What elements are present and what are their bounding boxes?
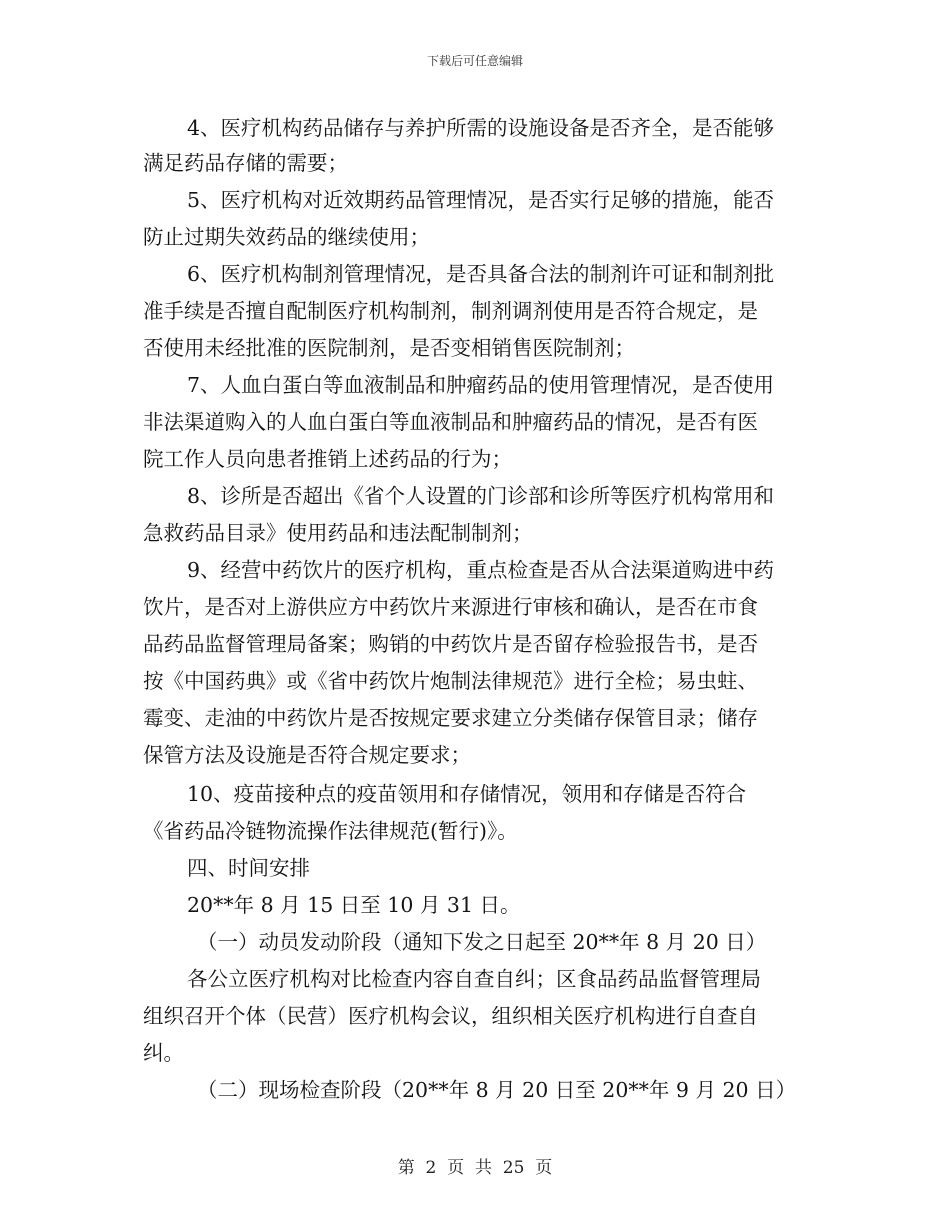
page-number-footer: 第 2 页 共 25 页 bbox=[397, 1158, 553, 1178]
subsection-heading: （一）动员发动阶段（通知下发之日起至 20**年 8 月 20 日） bbox=[197, 930, 767, 954]
subsection-heading: （二）现场检查阶段（20**年 8 月 20 日至 20**年 9 月 20 日） bbox=[197, 1078, 797, 1102]
paragraph-line: 霉变、走油的中药饮片是否按规定要求建立分类储存保管目录；储存 bbox=[143, 706, 758, 730]
paragraph-line: 20**年 8 月 15 日至 10 月 31 日。 bbox=[187, 893, 521, 917]
paragraph-line: 9、经营中药饮片的医疗机构，重点检查是否从合法渠道购进中药 bbox=[187, 558, 775, 582]
header-note: 下载后可任意编辑 bbox=[426, 54, 523, 68]
paragraph-line: 满足药品存储的需要； bbox=[143, 151, 348, 175]
paragraph-line: 急救药品目录》使用药品和违法配制制剂； bbox=[143, 521, 533, 545]
paragraph-line: 品药品监督管理局备案；购销的中药饮片是否留存检验报告书，是否 bbox=[143, 632, 758, 656]
paragraph-line: 5、医疗机构对近效期药品管理情况，是否实行足够的措施，能否 bbox=[187, 188, 775, 212]
paragraph-line: 非法渠道购入的人血白蛋白等血液制品和肿瘤药品的情况，是否有医 bbox=[143, 410, 758, 434]
paragraph-line: 按《中国药典》或《省中药饮片炮制法律规范》进行全检；易虫蛀、 bbox=[143, 669, 758, 693]
paragraph-line: 《省药品冷链物流操作法律规范(暂行)》。 bbox=[143, 819, 518, 843]
paragraph-line: 保管方法及设施是否符合规定要求； bbox=[143, 743, 471, 767]
paragraph-line: 防止过期失效药品的继续使用； bbox=[143, 225, 430, 249]
paragraph-line: 组织召开个体（民营）医疗机构会议，组织相关医疗机构进行自查自 bbox=[143, 1004, 758, 1028]
paragraph-line: 10、疫苗接种点的疫苗领用和存储情况，领用和存储是否符合 bbox=[187, 782, 747, 806]
section-heading: 四、时间安排 bbox=[187, 856, 310, 880]
paragraph-line: 准手续是否擅自配制医疗机构制剂，制剂调剂使用是否符合规定，是 bbox=[143, 299, 758, 323]
paragraph-line: 7、人血白蛋白等血液制品和肿瘤药品的使用管理情况，是否使用 bbox=[187, 373, 775, 397]
paragraph-line: 6、医疗机构制剂管理情况，是否具备合法的制剂许可证和制剂批 bbox=[187, 262, 775, 286]
paragraph-line: 8、诊所是否超出《省个人设置的门诊部和诊所等医疗机构常用和 bbox=[187, 484, 775, 508]
paragraph-line: 院工作人员向患者推销上述药品的行为； bbox=[143, 447, 512, 471]
paragraph-line: 否使用未经批准的医院制剂，是否变相销售医院制剂； bbox=[143, 336, 635, 360]
paragraph-line: 各公立医疗机构对比检查内容自查自纠；区食品药品监督管理局 bbox=[187, 967, 761, 991]
paragraph-line: 纠。 bbox=[143, 1041, 184, 1065]
paragraph-line: 饮片，是否对上游供应方中药饮片来源进行审核和确认，是否在市食 bbox=[143, 595, 758, 619]
paragraph-line: 4、医疗机构药品储存与养护所需的设施设备是否齐全，是否能够 bbox=[187, 116, 775, 140]
